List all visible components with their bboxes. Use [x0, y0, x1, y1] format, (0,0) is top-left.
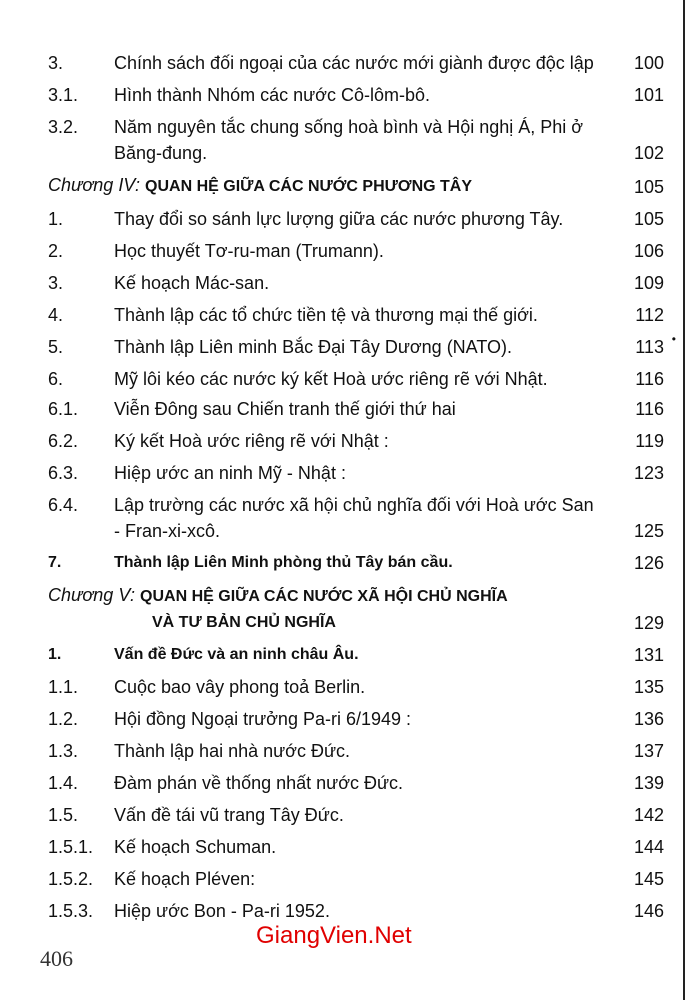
- entry-title: Thành lập hai nhà nước Đức.: [114, 741, 351, 761]
- watermark: GiangVien.Net: [256, 922, 412, 949]
- entry-page-number: 116: [635, 399, 664, 419]
- entry-title: Kế hoạch Pléven:: [114, 869, 256, 889]
- entry-page-number: 142: [633, 805, 664, 825]
- toc-entry: [48, 770, 664, 796]
- chapter-label: Chương IV:: [48, 175, 141, 195]
- entry-page-number: 129: [633, 613, 664, 633]
- entry-title: Hiệp ước an ninh Mỹ - Nhật :: [114, 463, 346, 483]
- entry-page-number: 123: [633, 463, 664, 483]
- entry-title: Viễn Đông sau Chiến tranh thế giới thứ hai: [114, 399, 456, 419]
- chapter-label: Chương V:: [48, 585, 136, 605]
- entry-number: 1.2.: [48, 709, 79, 729]
- entry-number: 1.: [48, 646, 62, 663]
- entry-number: 6.2.: [48, 431, 79, 451]
- entry-title: Thành lập Liên Minh phòng thủ Tây bán cầu.: [114, 554, 453, 571]
- entry-title: Hiệp ước Bon - Pa-ri 1952.: [114, 901, 330, 921]
- entry-number: 1.5.3.: [48, 901, 94, 921]
- entry-page-number: 139: [633, 773, 664, 793]
- toc-entry: [48, 270, 664, 296]
- entry-title: Kế hoạch Schuman.: [114, 837, 277, 857]
- entry-title: Thành lập các tổ chức tiền tệ và thương mại thế giới.: [114, 305, 538, 325]
- toc-entry: [48, 460, 664, 486]
- entry-page-number: 146: [633, 901, 664, 921]
- toc-entry: [48, 642, 664, 668]
- entry-title: Ký kết Hoà ước riêng rẽ với Nhật :: [114, 431, 389, 451]
- page-number: 406: [40, 946, 73, 971]
- page-edge-line: [683, 0, 685, 1000]
- entry-page-number: 135: [633, 677, 664, 697]
- chapter-name-continued: VÀ TƯ BẢN CHỦ NGHĨA: [152, 614, 336, 631]
- entry-number: 3.: [48, 53, 64, 73]
- chapter-name: QUAN HỆ GIỮA CÁC NƯỚC PHƯƠNG TÂY: [145, 178, 473, 195]
- chapter-name: QUAN HỆ GIỮA CÁC NƯỚC XÃ HỘI CHỦ NGHĨA: [140, 588, 508, 605]
- toc-entry: [48, 396, 664, 422]
- toc-entry: [48, 550, 664, 576]
- entry-page-number: 136: [633, 709, 664, 729]
- toc-entry: [48, 50, 664, 76]
- entry-title: Thành lập Liên minh Bắc Đại Tây Dương (NATO).: [114, 337, 513, 357]
- entry-title: Đàm phán về thống nhất nước Đức.: [114, 773, 404, 793]
- entry-number: 1.5.2.: [48, 869, 94, 889]
- entry-title: Chính sách đối ngoại của các nước mới giành được độc lập: [114, 53, 594, 73]
- entry-page-number: 113: [635, 337, 664, 357]
- toc-entry: [48, 674, 664, 700]
- entry-number: 3.: [48, 273, 64, 293]
- toc-entry: [48, 366, 664, 392]
- entry-number: 5.: [48, 337, 64, 357]
- entry-number: 4.: [48, 305, 64, 325]
- toc-entry: [48, 866, 664, 892]
- entry-title: Kế hoạch Mác-san.: [114, 273, 270, 293]
- entry-page-number: 126: [633, 553, 664, 573]
- entry-title: Hình thành Nhóm các nước Cô-lôm-bô.: [114, 85, 430, 105]
- entry-number: 6.4.: [48, 495, 79, 515]
- entry-page-number: 105: [633, 177, 664, 197]
- toc-entry: [48, 834, 664, 860]
- entry-title: Lập trường các nước xã hội chủ nghĩa đối với Hoà ước San - Fran-xi-xcô.: [114, 495, 594, 541]
- entry-page-number: 131: [633, 645, 664, 665]
- entry-page-number: 106: [633, 241, 664, 261]
- entry-title: Vấn đề tái vũ trang Tây Đức.: [114, 805, 344, 825]
- entry-page-number: 119: [635, 431, 664, 451]
- entry-title: Cuộc bao vây phong toả Berlin.: [114, 677, 366, 697]
- entry-number: 1.5.: [48, 805, 79, 825]
- entry-page-number: 105: [633, 209, 664, 229]
- entry-page-number: 144: [633, 837, 664, 857]
- entry-title: Vấn đề Đức và an ninh châu Âu.: [114, 646, 359, 663]
- chapter-title: [48, 582, 602, 610]
- entry-page-number: 145: [633, 869, 664, 889]
- toc-chapter-heading: [48, 172, 664, 200]
- toc-chapter-heading: [48, 582, 664, 636]
- entry-page-number: 125: [633, 521, 664, 541]
- chapter-title: [48, 172, 602, 200]
- toc-entry: [48, 302, 664, 328]
- toc-entry: [48, 238, 664, 264]
- entry-title: Thay đổi so sánh lực lượng giữa các nước phương Tây.: [114, 209, 564, 229]
- entry-page-number: 116: [635, 369, 664, 389]
- entry-title: Năm nguyên tắc chung sống hoà bình và Hội nghị Á, Phi ở Băng-đung.: [114, 117, 584, 163]
- entry-number: 3.1.: [48, 85, 79, 105]
- entry-title: Mỹ lôi kéo các nước ký kết Hoà ước riêng rẽ với Nhật.: [114, 369, 548, 389]
- entry-title: Học thuyết Tơ-ru-man (Trumann).: [114, 241, 384, 261]
- entry-number: 6.3.: [48, 463, 79, 483]
- entry-number: 3.2.: [48, 117, 79, 137]
- toc-entry: [48, 738, 664, 764]
- toc-entry: [48, 492, 664, 544]
- toc-entry: [48, 114, 664, 166]
- entry-page-number: 100: [633, 53, 664, 73]
- toc-entry: [48, 898, 664, 924]
- toc-entry: [48, 206, 664, 232]
- entry-page-number: 112: [635, 305, 664, 325]
- entry-number: 7.: [48, 554, 62, 571]
- table-of-contents: [48, 44, 676, 924]
- entry-number: 1.5.1.: [48, 837, 94, 857]
- entry-page-number: 137: [633, 741, 664, 761]
- entry-number: 6.1.: [48, 399, 79, 419]
- entry-number: 1.3.: [48, 741, 79, 761]
- entry-number: 1.: [48, 209, 64, 229]
- entry-page-number: 101: [633, 85, 664, 105]
- toc-entry: [48, 706, 664, 732]
- toc-entry: [48, 428, 664, 454]
- toc-entry: [48, 332, 676, 360]
- entry-page-number: 109: [633, 273, 664, 293]
- toc-entry: [48, 82, 664, 108]
- entry-page-number: 102: [633, 143, 664, 163]
- entry-number: 1.1.: [48, 677, 79, 697]
- entry-number: 2.: [48, 241, 64, 261]
- entry-title: Hội đồng Ngoại trưởng Pa-ri 6/1949 :: [114, 709, 412, 729]
- margin-mark: •: [671, 332, 676, 346]
- entry-number: 1.4.: [48, 773, 79, 793]
- toc-entry: [48, 802, 664, 828]
- entry-number: 6.: [48, 369, 64, 389]
